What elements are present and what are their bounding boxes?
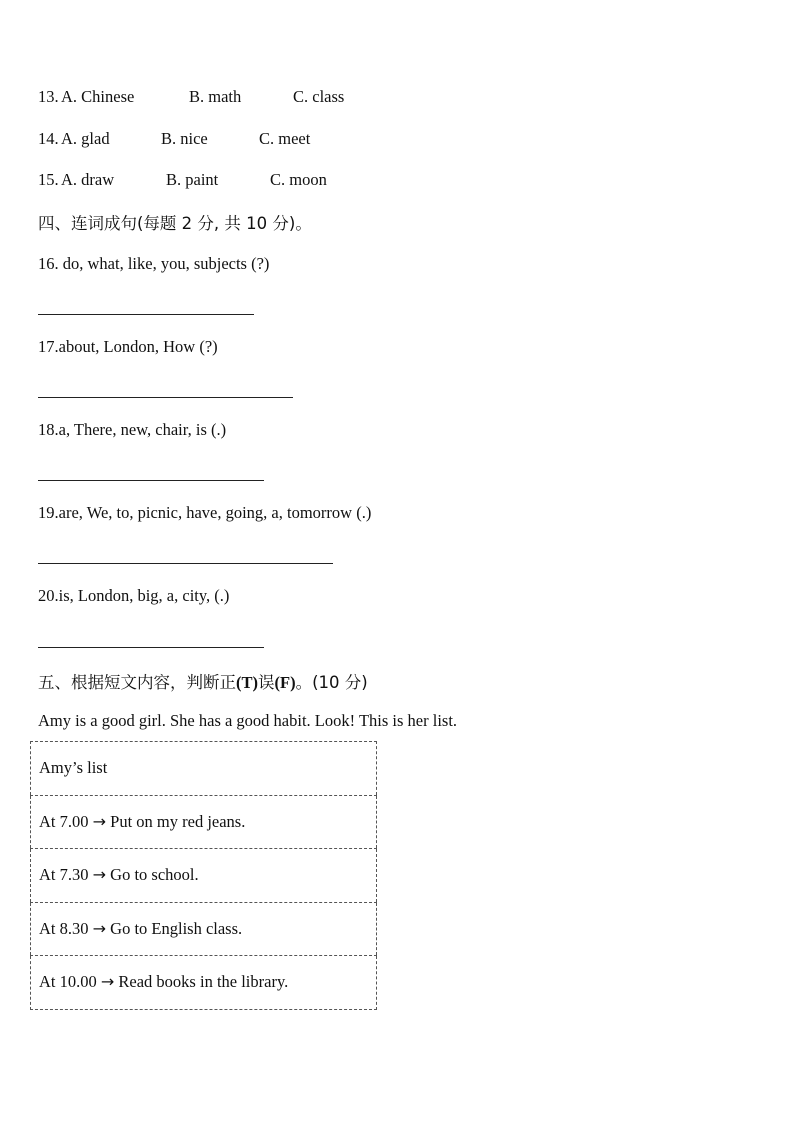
table-row [31, 902, 377, 956]
table-row [31, 742, 377, 796]
answer-line-17[interactable] [38, 397, 293, 398]
section-5-heading [38, 669, 368, 693]
list-header: Amy’s list [39, 758, 108, 778]
option-c: C. class [293, 87, 345, 106]
reading-intro: Amy is a good girl. She has a good habit. Look! This is her list. [38, 711, 458, 730]
scrambled-words: is, London, big, a, city, (.) [58, 586, 230, 605]
activity: Go to school. [106, 865, 199, 885]
option-c: C. moon [270, 170, 327, 189]
arrow-right-icon: → [92, 918, 107, 938]
activity: Go to English class. [106, 918, 243, 938]
option-a: A. draw [61, 170, 115, 189]
arrow-right-icon: → [92, 811, 107, 831]
activity: Read books in the library. [114, 972, 289, 992]
list-item [31, 795, 377, 849]
scrambled-words: are, We, to, picnic, have, going, a, tomorrow (.) [58, 503, 372, 522]
time: At 10.00 [39, 972, 101, 992]
sentence-question-17 [38, 337, 218, 357]
question-number: 17. [38, 337, 59, 356]
question-number: 15. [38, 170, 59, 189]
option-a: A. Chinese [61, 87, 135, 106]
heading-text: 误 [258, 673, 275, 692]
time: At 8.30 [39, 918, 93, 938]
question-number: 14. [38, 129, 59, 148]
scrambled-words: do, what, like, you, subjects (?) [58, 254, 270, 273]
option-b: B. math [189, 87, 242, 106]
sentence-question-16 [38, 254, 269, 274]
list-item [31, 902, 377, 956]
question-number: 19. [38, 503, 59, 522]
question-number: 16. [38, 254, 59, 273]
heading-text: 五、根据短文内容，判断正 [38, 673, 236, 692]
list-item [31, 849, 377, 903]
section-4-heading: 四、连词成句(每题 2 分, 共 10 分)。 [38, 214, 312, 233]
table-row [31, 795, 377, 849]
question-number: 13. [38, 87, 59, 106]
question-number: 18. [38, 420, 59, 439]
scrambled-words: a, There, new, chair, is (.) [58, 420, 227, 439]
activity: Put on my red jeans. [106, 811, 246, 831]
arrow-right-icon: → [92, 865, 107, 885]
table-row [31, 956, 377, 1010]
answer-line-19[interactable] [38, 563, 333, 564]
scrambled-words: about, London, How (?) [58, 337, 218, 356]
true-mark: (T) [236, 673, 258, 692]
question-number: 20. [38, 586, 59, 605]
time: At 7.00 [39, 811, 93, 831]
sentence-question-20 [38, 586, 229, 606]
option-b: B. nice [161, 129, 208, 148]
option-a: A. glad [61, 129, 110, 148]
sentence-question-19 [38, 503, 371, 523]
table-row [31, 849, 377, 903]
heading-text: 。(10 分) [295, 673, 368, 692]
option-c: C. meet [259, 129, 311, 148]
time: At 7.30 [39, 865, 93, 885]
false-mark: (F) [274, 673, 296, 692]
answer-line-18[interactable] [38, 480, 264, 481]
option-b: B. paint [166, 170, 219, 189]
arrow-right-icon: → [100, 972, 115, 992]
answer-line-20[interactable] [38, 647, 264, 648]
amy-list-table [30, 741, 377, 1010]
answer-line-16[interactable] [38, 314, 254, 315]
list-item [31, 956, 377, 1010]
sentence-question-18 [38, 420, 226, 440]
